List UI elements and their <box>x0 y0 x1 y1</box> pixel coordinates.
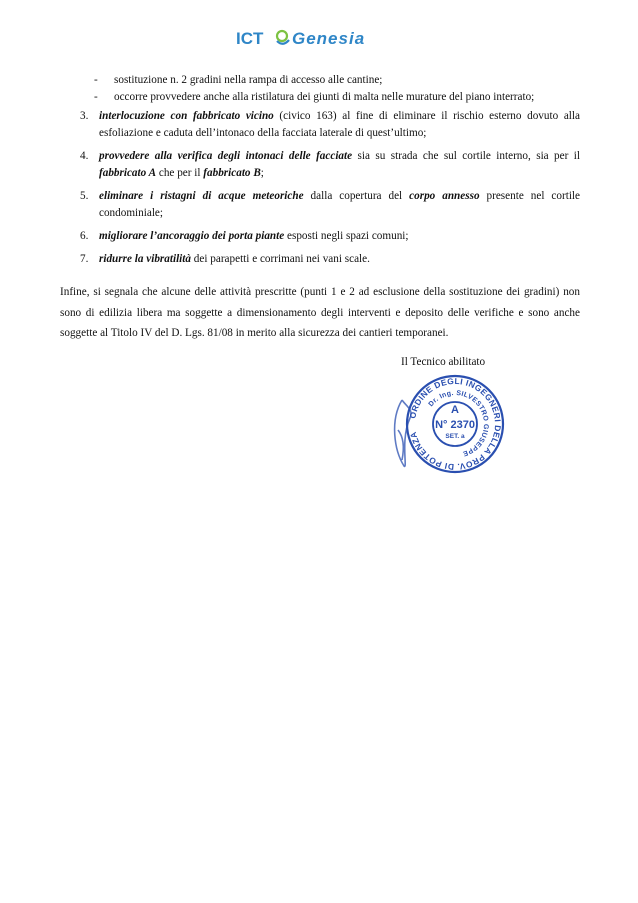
body-text: sia su strada che sul cortile interno, sia per il <box>352 150 580 162</box>
emphasis-text: fabbricato A <box>99 167 157 179</box>
ict-genesia-logo <box>236 27 394 49</box>
dash-bullet: - <box>94 74 98 86</box>
dash-bullet: - <box>94 91 98 103</box>
signature-label: Il Tecnico abilitato <box>401 356 486 368</box>
body-text: esposti negli spazi comuni; <box>284 230 409 242</box>
body-text: ; <box>260 167 264 179</box>
emphasis-text: migliorare l’ancoraggio dei porta piante <box>99 230 285 242</box>
item-number: 6. <box>80 230 89 242</box>
body-text: che per il <box>156 167 204 179</box>
stamp-set: SET. a <box>445 433 465 440</box>
stamp-number: N° 2370 <box>435 419 475 431</box>
emphasis-text: provvedere alla verifica degli intonaci delle facciate <box>99 150 353 162</box>
stamp-name-text: Dr. Ing. SILVESTRO GIUSEPPE <box>427 389 490 457</box>
logo-genesia-text: Genesia <box>292 29 366 48</box>
engineer-stamp <box>388 370 518 478</box>
stamp-sector: A <box>451 404 459 416</box>
item-number: 3. <box>80 110 89 122</box>
item-number: 7. <box>80 253 89 265</box>
numbered-item <box>60 251 580 268</box>
emphasis-text: fabbricato B <box>203 167 261 179</box>
dash-item <box>60 72 580 89</box>
numbered-item <box>60 108 580 142</box>
body-text: presente nel cortile condominiale; <box>99 190 581 219</box>
numbered-list <box>60 108 580 268</box>
document-body <box>60 72 580 355</box>
dash-item-text: occorre provvedere anche alla ristilatura dei giunti di malta nelle murature del piano interrato; <box>114 91 535 103</box>
stamp-ring-text: ORDINE DEGLI INGEGNERI DELLA PROV. DI POTENZA <box>407 375 504 473</box>
body-text: (civico 163) al fine di eliminare il rischio esterno dovuto alla esfoliazione e caduta dell’intonaco della facciata laterale di quest’ultimo; <box>99 110 580 139</box>
emphasis-text: corpo annesso <box>409 190 480 202</box>
logo-ict-text: ICT <box>236 29 264 48</box>
item-number: 5. <box>80 190 89 202</box>
emphasis-text: interlocuzione con fabbricato vicino <box>99 110 274 122</box>
numbered-item <box>60 228 580 245</box>
logo-swirl-icon <box>277 31 289 44</box>
numbered-item <box>60 148 580 182</box>
dash-list <box>60 72 580 106</box>
emphasis-text: ridurre la vibratilità <box>99 253 191 265</box>
emphasis-text: eliminare i ristagni di acque meteoriche <box>99 190 304 202</box>
closing-paragraph: Infine, si segnala che alcune delle attività prescritte (punti 1 e 2 ad esclusione della sostituzione dei gradini) non sono di edilizia libera ma soggette a dimensionamento degli interventi e deposito delle verifiche e sono anche soggette al Titolo IV del D. Lgs. 81/08 in merito alla sicurezza dei cantieri temporanei. <box>60 286 580 339</box>
item-number: 4. <box>80 150 89 162</box>
body-text: dei parapetti e corrimani nei vani scale. <box>191 253 370 265</box>
body-text: dalla copertura del <box>303 190 410 202</box>
dash-item-text: sostituzione n. 2 gradini nella rampa di accesso alle cantine; <box>114 74 383 86</box>
dash-item <box>60 89 580 106</box>
numbered-item <box>60 188 580 222</box>
